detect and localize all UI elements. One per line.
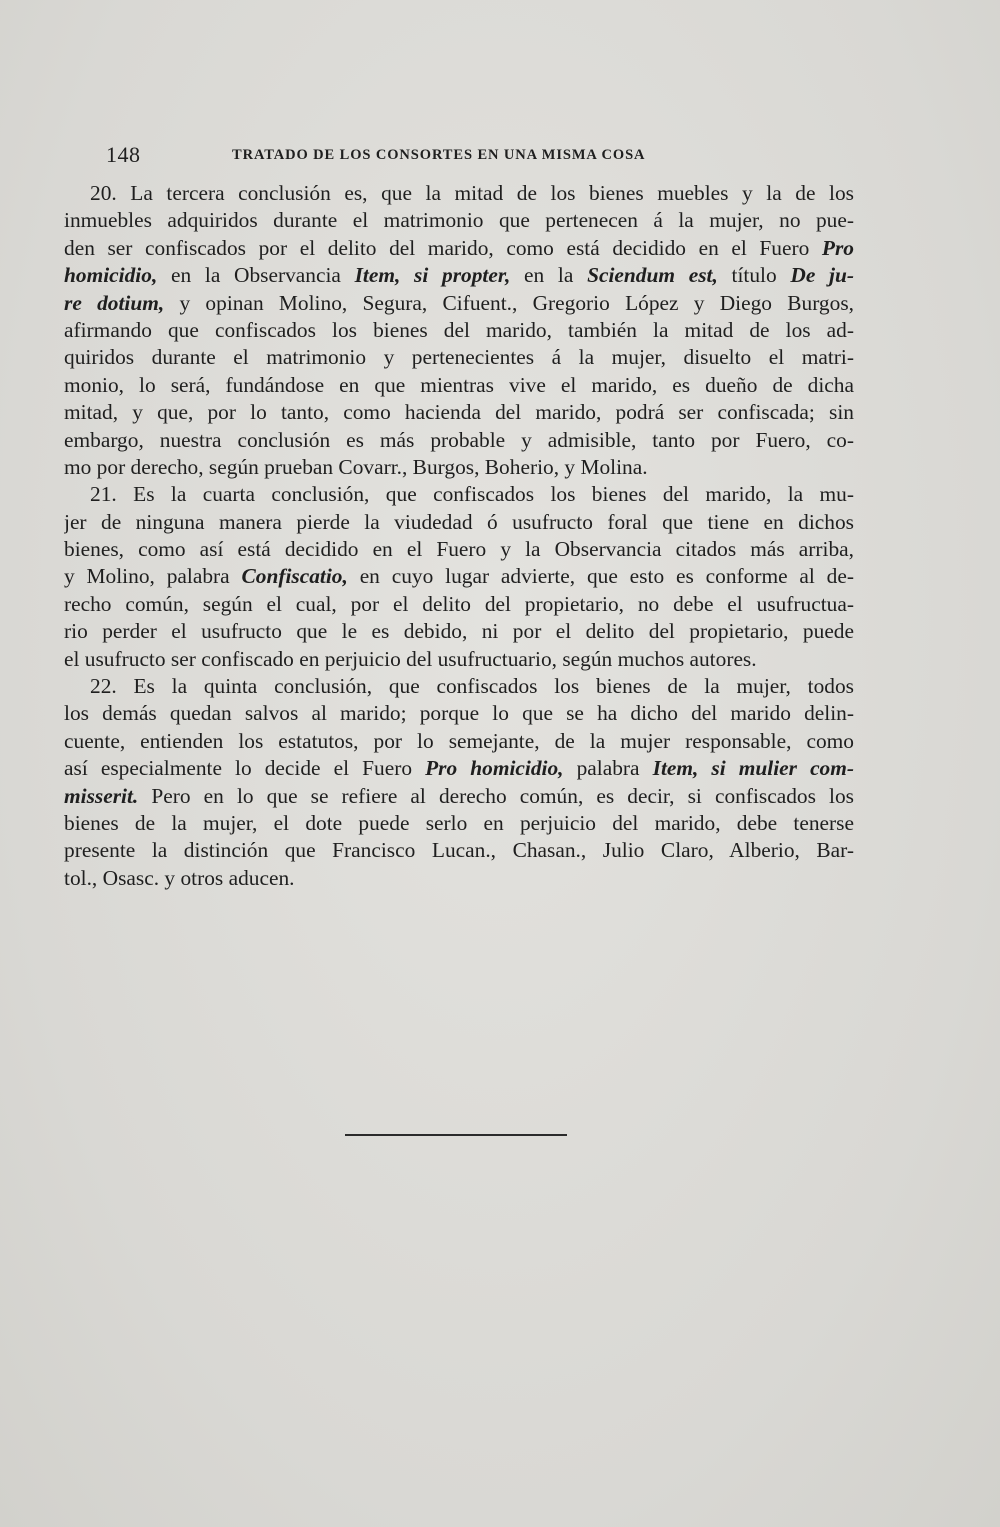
text-segment: tol., Osasc. y otros aducen. — [64, 865, 295, 890]
text-segment: rio perder el usufructo que le es debido, ni por el delito del propietario, puede — [64, 619, 854, 644]
running-head: TRATADO DE LOS CONSORTES EN UNA MISMA COSA — [232, 147, 646, 163]
section-end-rule — [345, 1134, 567, 1136]
text-line — [64, 700, 854, 727]
text-segment: título — [717, 263, 791, 288]
text-segment: cuente, entienden los estatutos, por lo semejante, de la mujer responsable, como — [64, 728, 854, 753]
text-segment: inmuebles adquiridos durante el matrimonio que pertenecen á la mujer, no pue- — [64, 208, 854, 233]
text-line — [64, 207, 854, 234]
text-segment: en cuyo lugar advierte, que esto es conforme al de- — [347, 564, 854, 589]
italic-citation: Item, si mulier com- — [652, 756, 854, 781]
text-segment: palabra — [563, 756, 653, 781]
text-line — [64, 427, 854, 454]
text-segment: y opinan Molino, Segura, Cifuent., Gregorio López y Diego Burgos, — [164, 290, 854, 315]
text-segment: afirmando que confiscados los bienes del marido, también la mitad de los ad- — [64, 317, 854, 342]
text-segment: mo por derecho, según prueban Covarr., Burgos, Boherio, y Molina. — [64, 454, 648, 479]
text-segment: presente la distinción que Francisco Lucan., Chasan., Julio Claro, Alberio, Bar- — [64, 838, 854, 863]
text-line — [64, 235, 854, 262]
text-segment: monio, lo será, fundándose en que mientras vive el marido, es dueño de dicha — [64, 372, 854, 397]
text-line — [64, 481, 854, 508]
text-segment: recho común, según el cual, por el delito del propietario, no debe el usufructua- — [64, 591, 854, 616]
text-line — [64, 399, 854, 426]
text-line — [64, 262, 854, 289]
text-segment: 20. La tercera conclusión es, que la mitad de los bienes muebles y la de los — [90, 181, 854, 205]
italic-citation: re dotium, — [64, 290, 165, 315]
text-segment: Pero en lo que se refiere al derecho común, es decir, si confiscados los — [138, 783, 854, 808]
text-line — [64, 536, 854, 563]
text-segment: el usufructo ser confiscado en perjuicio del usufructuario, según muchos autores. — [64, 646, 757, 671]
text-segment: jer de ninguna manera pierde la viudedad ó usufructo foral que tiene en dichos — [64, 509, 854, 534]
italic-citation: Item, si propter, — [354, 263, 511, 288]
text-line — [64, 783, 854, 810]
page-number: 148 — [106, 142, 141, 167]
text-line — [64, 454, 854, 481]
text-segment: así especialmente lo decide el Fuero — [64, 756, 426, 781]
text-line — [64, 591, 854, 618]
text-segment: los demás quedan salvos al marido; porque lo que se ha dicho del marido delin- — [64, 701, 854, 726]
text-line — [64, 180, 854, 207]
text-line — [64, 563, 854, 590]
text-segment: bienes de la mujer, el dote puede serlo en perjuicio del marido, debe tenerse — [64, 810, 854, 835]
text-line — [64, 755, 854, 782]
text-line — [64, 728, 854, 755]
text-segment: embargo, nuestra conclusión es más probable y admisible, tanto por Fuero, co- — [64, 427, 854, 452]
text-line — [64, 290, 854, 317]
text-segment: en la Observancia — [157, 263, 355, 288]
page-header — [106, 142, 686, 168]
text-line — [64, 344, 854, 371]
text-segment: quiridos durante el matrimonio y pertenecientes á la mujer, disuelto el matri- — [64, 345, 854, 370]
text-line — [64, 865, 854, 892]
text-segment: y Molino, palabra — [64, 564, 242, 589]
text-line — [64, 509, 854, 536]
body-text — [64, 180, 854, 892]
text-line — [64, 646, 854, 673]
italic-citation: misserit. — [64, 783, 139, 808]
text-line — [64, 618, 854, 645]
italic-citation: Sciendum est, — [587, 263, 718, 288]
italic-citation: Confiscatio, — [241, 564, 348, 589]
text-segment: 22. Es la quinta conclusión, que confiscados los bienes de la mujer, todos — [90, 674, 854, 699]
text-line — [64, 372, 854, 399]
text-line — [64, 837, 854, 864]
italic-citation: Pro — [821, 235, 854, 260]
text-segment: den ser confiscados por el delito del marido, como está decidido en el Fuero — [64, 235, 822, 260]
text-line — [64, 673, 854, 700]
text-segment: 21. Es la cuarta conclusión, que confiscados los bienes del marido, la mu- — [90, 482, 854, 507]
text-segment: bienes, como así está decidido en el Fuero y la Observancia citados más arriba, — [64, 537, 854, 562]
italic-citation: homicidio, — [64, 263, 158, 288]
text-line — [64, 810, 854, 837]
text-line — [64, 317, 854, 344]
text-segment: en la — [510, 263, 588, 288]
italic-citation: Pro homicidio, — [425, 756, 564, 781]
text-segment: mitad, y que, por lo tanto, como hacienda del marido, podrá ser confiscada; sin — [64, 400, 854, 425]
italic-citation: De ju- — [790, 263, 854, 288]
